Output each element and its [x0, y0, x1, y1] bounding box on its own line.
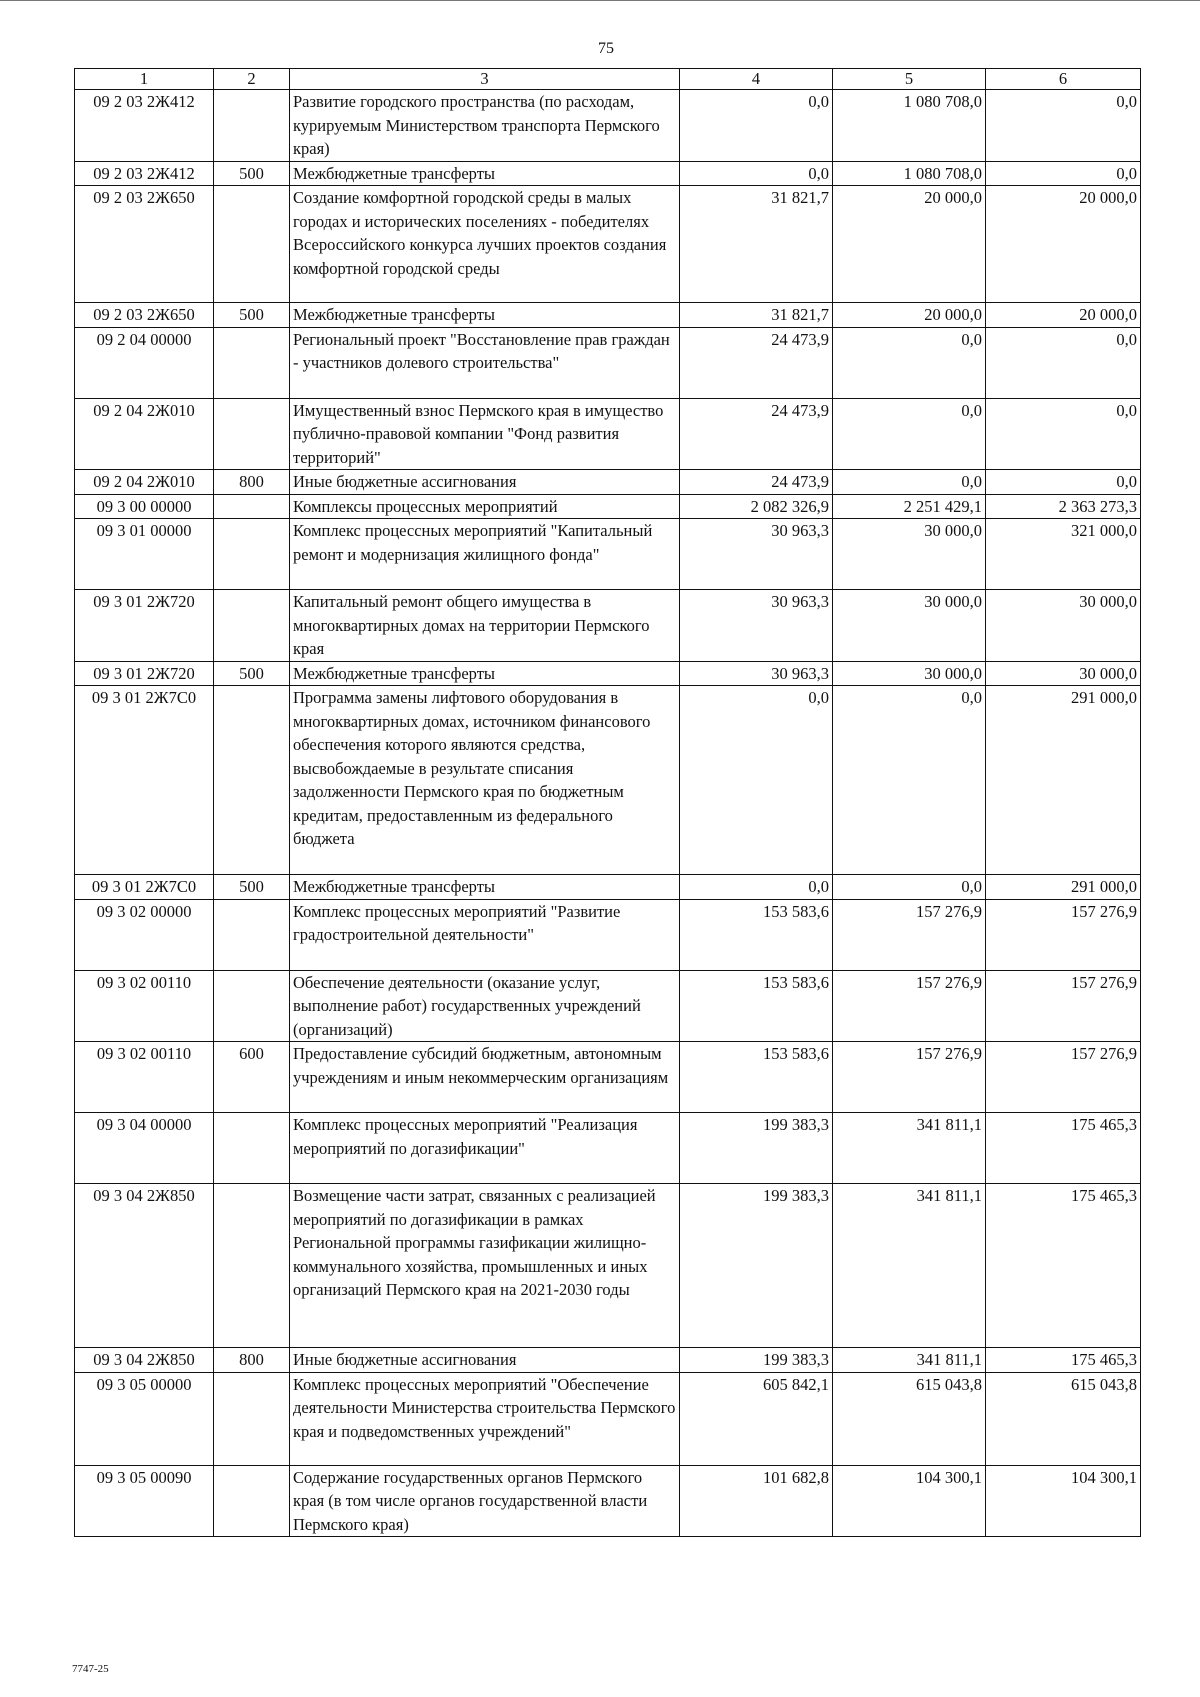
page-number: 75 — [598, 40, 614, 57]
budget-table — [74, 68, 1141, 1537]
row-type — [214, 519, 290, 590]
row-name: Создание комфортной городской среды в малых городах и исторических поселениях - победителях Всероссийского конкурса лучших проектов создания комфортной городской среды — [290, 186, 680, 303]
row-name: Иные бюджетные ассигнования — [290, 470, 680, 495]
row-type — [214, 327, 290, 398]
row-value-6: 175 465,3 — [986, 1348, 1141, 1373]
table-row — [75, 398, 1141, 470]
row-type — [214, 1372, 290, 1465]
table-row — [75, 1042, 1141, 1113]
row-value-6: 175 465,3 — [986, 1184, 1141, 1348]
row-value-6: 0,0 — [986, 327, 1141, 398]
row-code: 09 3 02 00110 — [75, 1042, 214, 1113]
row-value-6: 291 000,0 — [986, 686, 1141, 875]
row-value-5: 615 043,8 — [833, 1372, 986, 1465]
row-type — [214, 686, 290, 875]
row-type: 500 — [214, 661, 290, 686]
row-value-5: 104 300,1 — [833, 1465, 986, 1537]
row-value-5: 157 276,9 — [833, 1042, 986, 1113]
row-code: 09 3 02 00110 — [75, 970, 214, 1042]
row-code: 09 3 04 2Ж850 — [75, 1184, 214, 1348]
row-type — [214, 899, 290, 970]
table-row — [75, 161, 1141, 186]
row-value-6: 0,0 — [986, 90, 1141, 162]
row-code: 09 2 03 2Ж412 — [75, 90, 214, 162]
table-row — [75, 1113, 1141, 1184]
header-col-5: 5 — [833, 69, 986, 90]
row-name: Комплекс процессных мероприятий "Реализация мероприятий по догазификации" — [290, 1113, 680, 1184]
row-value-4: 31 821,7 — [680, 303, 833, 328]
row-code: 09 3 00 00000 — [75, 494, 214, 519]
row-name: Межбюджетные трансферты — [290, 161, 680, 186]
row-name: Комплекс процессных мероприятий "Развитие градостроительной деятельности" — [290, 899, 680, 970]
header-col-3: 3 — [290, 69, 680, 90]
row-value-4: 0,0 — [680, 161, 833, 186]
table-row — [75, 686, 1141, 875]
row-code: 09 3 05 00000 — [75, 1372, 214, 1465]
row-type — [214, 1465, 290, 1537]
row-code: 09 2 04 2Ж010 — [75, 398, 214, 470]
row-value-6: 157 276,9 — [986, 1042, 1141, 1113]
row-value-5: 30 000,0 — [833, 661, 986, 686]
row-type — [214, 590, 290, 662]
row-value-5: 157 276,9 — [833, 899, 986, 970]
row-code: 09 2 04 2Ж010 — [75, 470, 214, 495]
row-value-4: 199 383,3 — [680, 1113, 833, 1184]
header-col-4: 4 — [680, 69, 833, 90]
row-name: Межбюджетные трансферты — [290, 875, 680, 900]
row-value-4: 0,0 — [680, 90, 833, 162]
header-col-6: 6 — [986, 69, 1141, 90]
row-value-4: 31 821,7 — [680, 186, 833, 303]
row-code: 09 3 01 2Ж720 — [75, 661, 214, 686]
table-body — [75, 90, 1141, 1537]
table-row — [75, 186, 1141, 303]
row-value-4: 153 583,6 — [680, 970, 833, 1042]
row-value-5: 341 811,1 — [833, 1113, 986, 1184]
row-value-6: 175 465,3 — [986, 1113, 1141, 1184]
header-row — [75, 69, 1141, 90]
row-value-4: 24 473,9 — [680, 327, 833, 398]
row-type: 500 — [214, 161, 290, 186]
row-name: Иные бюджетные ассигнования — [290, 1348, 680, 1373]
row-type: 600 — [214, 1042, 290, 1113]
row-value-4: 153 583,6 — [680, 899, 833, 970]
table-row — [75, 1348, 1141, 1373]
row-value-4: 153 583,6 — [680, 1042, 833, 1113]
row-code: 09 2 03 2Ж650 — [75, 186, 214, 303]
row-value-4: 199 383,3 — [680, 1348, 833, 1373]
header-col-1: 1 — [75, 69, 214, 90]
row-code: 09 3 05 00090 — [75, 1465, 214, 1537]
row-value-4: 0,0 — [680, 686, 833, 875]
table-row — [75, 970, 1141, 1042]
row-name: Возмещение части затрат, связанных с реализацией мероприятий по догазификации в рамках Региональной программы газификации жилищно-коммунального хозяйства, промышленных и иных организаций Пермского края на 2021-2030 годы — [290, 1184, 680, 1348]
table-row — [75, 303, 1141, 328]
row-name: Комплекс процессных мероприятий "Обеспечение деятельности Министерства строительства Пермского края и подведомственных учреждений" — [290, 1372, 680, 1465]
row-value-5: 0,0 — [833, 686, 986, 875]
row-code: 09 3 01 2Ж720 — [75, 590, 214, 662]
table-row — [75, 1372, 1141, 1465]
row-name: Региональный проект "Восстановление прав граждан - участников долевого строительства" — [290, 327, 680, 398]
row-value-5: 157 276,9 — [833, 970, 986, 1042]
row-value-4: 30 963,3 — [680, 590, 833, 662]
row-value-6: 157 276,9 — [986, 899, 1141, 970]
row-code: 09 3 01 2Ж7С0 — [75, 875, 214, 900]
table-row — [75, 90, 1141, 162]
row-value-4: 2 082 326,9 — [680, 494, 833, 519]
row-name: Программа замены лифтового оборудования в многоквартирных домах, источником финансового обеспечения которого являются средства, высвобождаемые в результате списания задолженности Пермского края по бюджетным кредитам, предоставленным из федерального бюджета — [290, 686, 680, 875]
row-code: 09 2 03 2Ж650 — [75, 303, 214, 328]
row-name: Развитие городского пространства (по расходам, курируемым Министерством транспорта Пермского края) — [290, 90, 680, 162]
row-value-4: 199 383,3 — [680, 1184, 833, 1348]
row-name: Предоставление субсидий бюджетным, автономным учреждениям и иным некоммерческим организациям — [290, 1042, 680, 1113]
row-type: 800 — [214, 470, 290, 495]
row-value-5: 1 080 708,0 — [833, 90, 986, 162]
row-value-5: 0,0 — [833, 398, 986, 470]
row-type: 500 — [214, 303, 290, 328]
row-type — [214, 970, 290, 1042]
row-value-4: 30 963,3 — [680, 519, 833, 590]
row-value-6: 0,0 — [986, 161, 1141, 186]
row-value-6: 615 043,8 — [986, 1372, 1141, 1465]
row-code: 09 3 02 00000 — [75, 899, 214, 970]
row-value-6: 157 276,9 — [986, 970, 1141, 1042]
row-code: 09 3 04 2Ж850 — [75, 1348, 214, 1373]
row-value-6: 30 000,0 — [986, 661, 1141, 686]
table-row — [75, 327, 1141, 398]
document-code: 7747-25 — [72, 1663, 109, 1675]
table-row — [75, 1465, 1141, 1537]
row-name: Межбюджетные трансферты — [290, 661, 680, 686]
row-value-5: 0,0 — [833, 470, 986, 495]
row-value-5: 1 080 708,0 — [833, 161, 986, 186]
page-top-rule — [0, 0, 1200, 1]
row-code: 09 3 01 2Ж7С0 — [75, 686, 214, 875]
row-value-4: 101 682,8 — [680, 1465, 833, 1537]
row-value-5: 0,0 — [833, 327, 986, 398]
row-value-4: 605 842,1 — [680, 1372, 833, 1465]
row-name: Капитальный ремонт общего имущества в многоквартирных домах на территории Пермского края — [290, 590, 680, 662]
row-value-4: 24 473,9 — [680, 398, 833, 470]
header-col-2: 2 — [214, 69, 290, 90]
row-name: Комплексы процессных мероприятий — [290, 494, 680, 519]
table-row — [75, 470, 1141, 495]
row-type — [214, 1113, 290, 1184]
row-code: 09 3 01 00000 — [75, 519, 214, 590]
row-value-6: 0,0 — [986, 470, 1141, 495]
row-value-4: 24 473,9 — [680, 470, 833, 495]
row-value-6: 321 000,0 — [986, 519, 1141, 590]
row-code: 09 2 04 00000 — [75, 327, 214, 398]
table-row — [75, 875, 1141, 900]
row-name: Межбюджетные трансферты — [290, 303, 680, 328]
row-type: 500 — [214, 875, 290, 900]
row-value-6: 30 000,0 — [986, 590, 1141, 662]
row-value-4: 0,0 — [680, 875, 833, 900]
row-name: Содержание государственных органов Пермского края (в том числе органов государственной власти Пермского края) — [290, 1465, 680, 1537]
row-value-6: 291 000,0 — [986, 875, 1141, 900]
row-value-5: 20 000,0 — [833, 186, 986, 303]
row-value-4: 30 963,3 — [680, 661, 833, 686]
row-value-6: 2 363 273,3 — [986, 494, 1141, 519]
row-value-5: 0,0 — [833, 875, 986, 900]
table-row — [75, 494, 1141, 519]
row-name: Имущественный взнос Пермского края в имущество публично-правовой компании "Фонд развития территорий" — [290, 398, 680, 470]
table-row — [75, 1184, 1141, 1348]
row-value-5: 341 811,1 — [833, 1348, 986, 1373]
row-type — [214, 186, 290, 303]
row-type — [214, 90, 290, 162]
row-value-5: 2 251 429,1 — [833, 494, 986, 519]
row-value-6: 104 300,1 — [986, 1465, 1141, 1537]
row-value-6: 20 000,0 — [986, 303, 1141, 328]
row-value-5: 341 811,1 — [833, 1184, 986, 1348]
row-name: Комплекс процессных мероприятий "Капитальный ремонт и модернизация жилищного фонда" — [290, 519, 680, 590]
row-value-5: 30 000,0 — [833, 590, 986, 662]
row-type: 800 — [214, 1348, 290, 1373]
row-name: Обеспечение деятельности (оказание услуг, выполнение работ) государственных учреждений (организаций) — [290, 970, 680, 1042]
row-value-6: 0,0 — [986, 398, 1141, 470]
table-row — [75, 899, 1141, 970]
row-type — [214, 1184, 290, 1348]
row-code: 09 2 03 2Ж412 — [75, 161, 214, 186]
row-code: 09 3 04 00000 — [75, 1113, 214, 1184]
table-row — [75, 661, 1141, 686]
row-type — [214, 494, 290, 519]
table-row — [75, 519, 1141, 590]
row-value-5: 20 000,0 — [833, 303, 986, 328]
row-value-5: 30 000,0 — [833, 519, 986, 590]
row-type — [214, 398, 290, 470]
row-value-6: 20 000,0 — [986, 186, 1141, 303]
table-row — [75, 590, 1141, 662]
